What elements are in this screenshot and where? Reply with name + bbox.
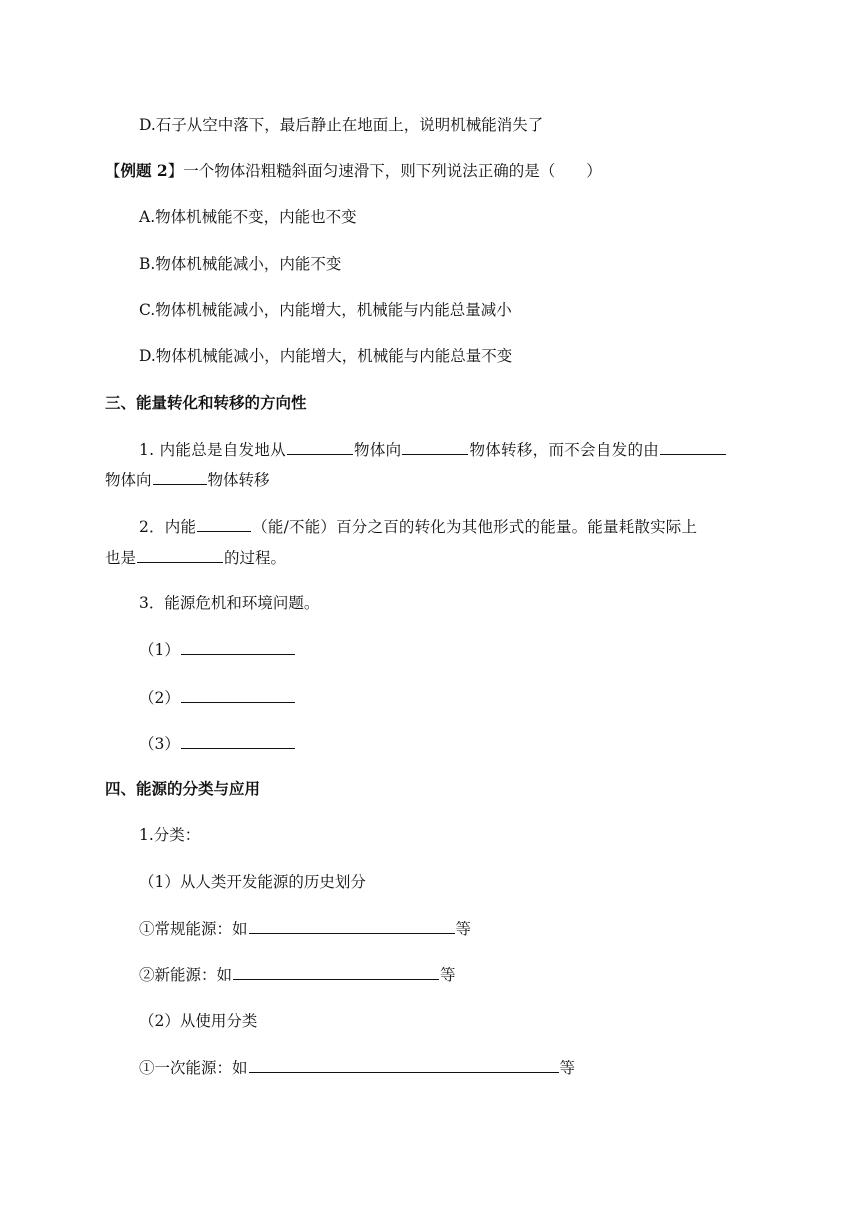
blank[interactable] [181, 686, 295, 703]
primary-energy: ①一次能源：如 等 [139, 1056, 575, 1079]
usage-division: （2）从使用分类 [139, 1012, 258, 1030]
bracket-open: 【 [105, 162, 121, 180]
example-2-tag: 例题 2 [120, 161, 168, 180]
example-2-text: 一个物体沿粗糙斜面匀速滑下，则下列说法正确的是（ ） [183, 162, 602, 180]
section-4-heading: 四、能源的分类与应用 [105, 779, 261, 798]
blank[interactable] [197, 515, 251, 532]
history-division: （1）从人类开发能源的历史划分 [139, 873, 366, 891]
section-3-item-1: 1. 内能总是自发地从 物体向 物体转移，而不会自发的由 [139, 438, 727, 461]
classification-label: 1.分类： [139, 826, 201, 844]
blank[interactable] [233, 963, 439, 980]
option-c: C.物体机械能减小，内能增大，机械能与内能总量减小 [139, 301, 512, 319]
energy-problem-1: （1） [139, 638, 296, 661]
blank[interactable] [153, 468, 207, 485]
option-d-previous: D.石子从空中落下，最后静止在地面上，说明机械能消失了 [139, 116, 544, 134]
conventional-energy: ①常规能源：如 等 [139, 917, 471, 940]
option-d: D.物体机械能减小，内能增大，机械能与内能总量不变 [139, 347, 513, 365]
energy-problem-2: （2） [139, 686, 296, 709]
example-2-question [105, 160, 602, 182]
bracket-close: 】 [167, 162, 184, 180]
section-3-heading: 三、能量转化和转移的方向性 [105, 393, 307, 412]
energy-problem-3: （3） [139, 732, 296, 755]
new-energy: ②新能源：如 等 [139, 963, 456, 986]
blank[interactable] [249, 917, 455, 934]
blank[interactable] [402, 438, 468, 455]
section-3-item-2: 2．内能 （能/不能）百分之百的转化为其他形式的能量。能量耗散实际上 [139, 515, 697, 538]
blank[interactable] [137, 546, 223, 563]
blank[interactable] [181, 638, 295, 655]
section-3-item-1-cont: 物体向 物体转移 [105, 468, 270, 491]
option-a: A.物体机械能不变，内能也不变 [139, 208, 357, 226]
blank[interactable] [249, 1056, 559, 1073]
blank[interactable] [287, 438, 353, 455]
blank[interactable] [660, 438, 726, 455]
section-3-item-2-cont: 也是 的过程。 [105, 546, 286, 569]
blank[interactable] [181, 732, 295, 749]
option-b: B.物体机械能减小，内能不变 [139, 255, 342, 273]
section-3-item-3: 3．能源危机和环境问题。 [139, 594, 320, 612]
